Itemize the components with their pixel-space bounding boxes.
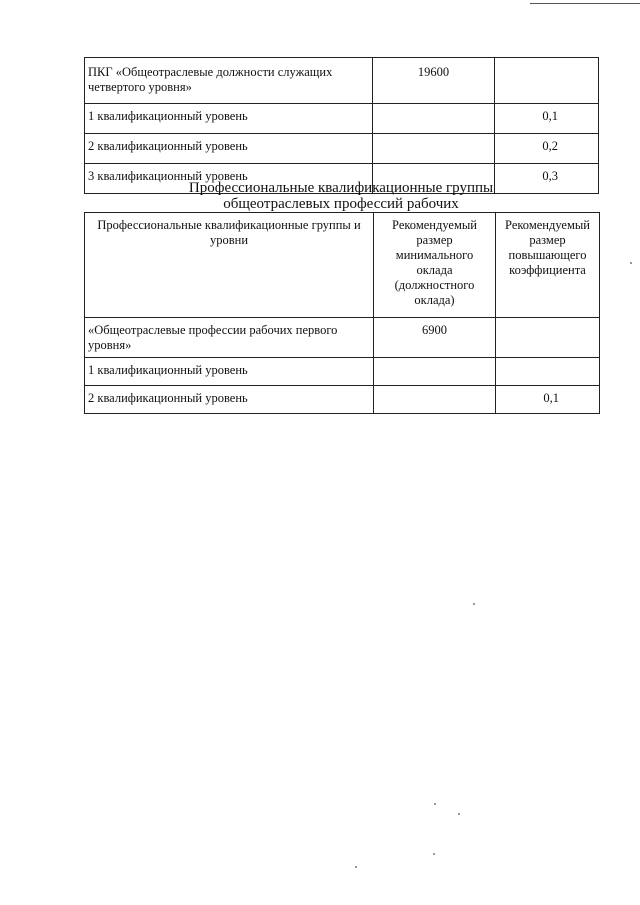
table-row — [85, 358, 600, 386]
header-group-levels: Профессиональные квалификационные группы и уровни — [85, 213, 374, 318]
salary-cell: 19600 — [373, 58, 495, 104]
scan-speck — [355, 866, 357, 868]
coefficient-cell — [495, 58, 599, 104]
salary-cell — [373, 104, 495, 134]
scan-speck — [630, 262, 632, 264]
scan-speck — [433, 853, 435, 855]
scan-speck — [458, 813, 460, 815]
table-row — [85, 58, 599, 104]
section-title-line2: общеотраслевых профессий рабочих — [223, 196, 459, 212]
coefficient-cell: 0,3 — [495, 164, 599, 194]
salary-cell — [374, 386, 496, 414]
coefficient-cell: 0,2 — [495, 134, 599, 164]
table-row — [85, 134, 599, 164]
level-name-cell: 1 квалификационный уровень — [85, 104, 373, 134]
level-name-cell: 3 квалификационный уровень — [85, 164, 373, 194]
level-name-cell: 2 квалификационный уровень — [85, 386, 374, 414]
level-name-cell: 2 квалификационный уровень — [85, 134, 373, 164]
table-row — [85, 104, 599, 134]
table-row — [85, 318, 600, 358]
scan-speck — [473, 603, 475, 605]
header-min-salary: Рекомендуемый размер минимального оклада (должностного оклада) — [374, 213, 496, 318]
coefficient-cell — [496, 358, 600, 386]
scan-speck — [434, 803, 436, 805]
header-coefficient: Рекомендуемый размер повышающего коэффициента — [496, 213, 600, 318]
salary-table-employees — [84, 57, 599, 194]
group-name-cell: «Общеотраслевые профессии рабочих первого уровня» — [85, 318, 374, 358]
table-header-row — [85, 213, 600, 318]
coefficient-cell — [496, 318, 600, 358]
table-row — [85, 386, 600, 414]
coefficient-cell: 0,1 — [495, 104, 599, 134]
level-name-cell: 1 квалификационный уровень — [85, 358, 374, 386]
salary-cell — [373, 134, 495, 164]
coefficient-cell: 0,1 — [496, 386, 600, 414]
group-name-cell: ПКГ «Общеотраслевые должности служащих четвертого уровня» — [85, 58, 373, 104]
section-title-line1: Профессиональные квалификационные группы — [188, 180, 494, 196]
scan-edge-mark — [530, 3, 640, 4]
salary-cell — [374, 358, 496, 386]
salary-table-workers — [84, 212, 600, 414]
salary-cell: 6900 — [374, 318, 496, 358]
